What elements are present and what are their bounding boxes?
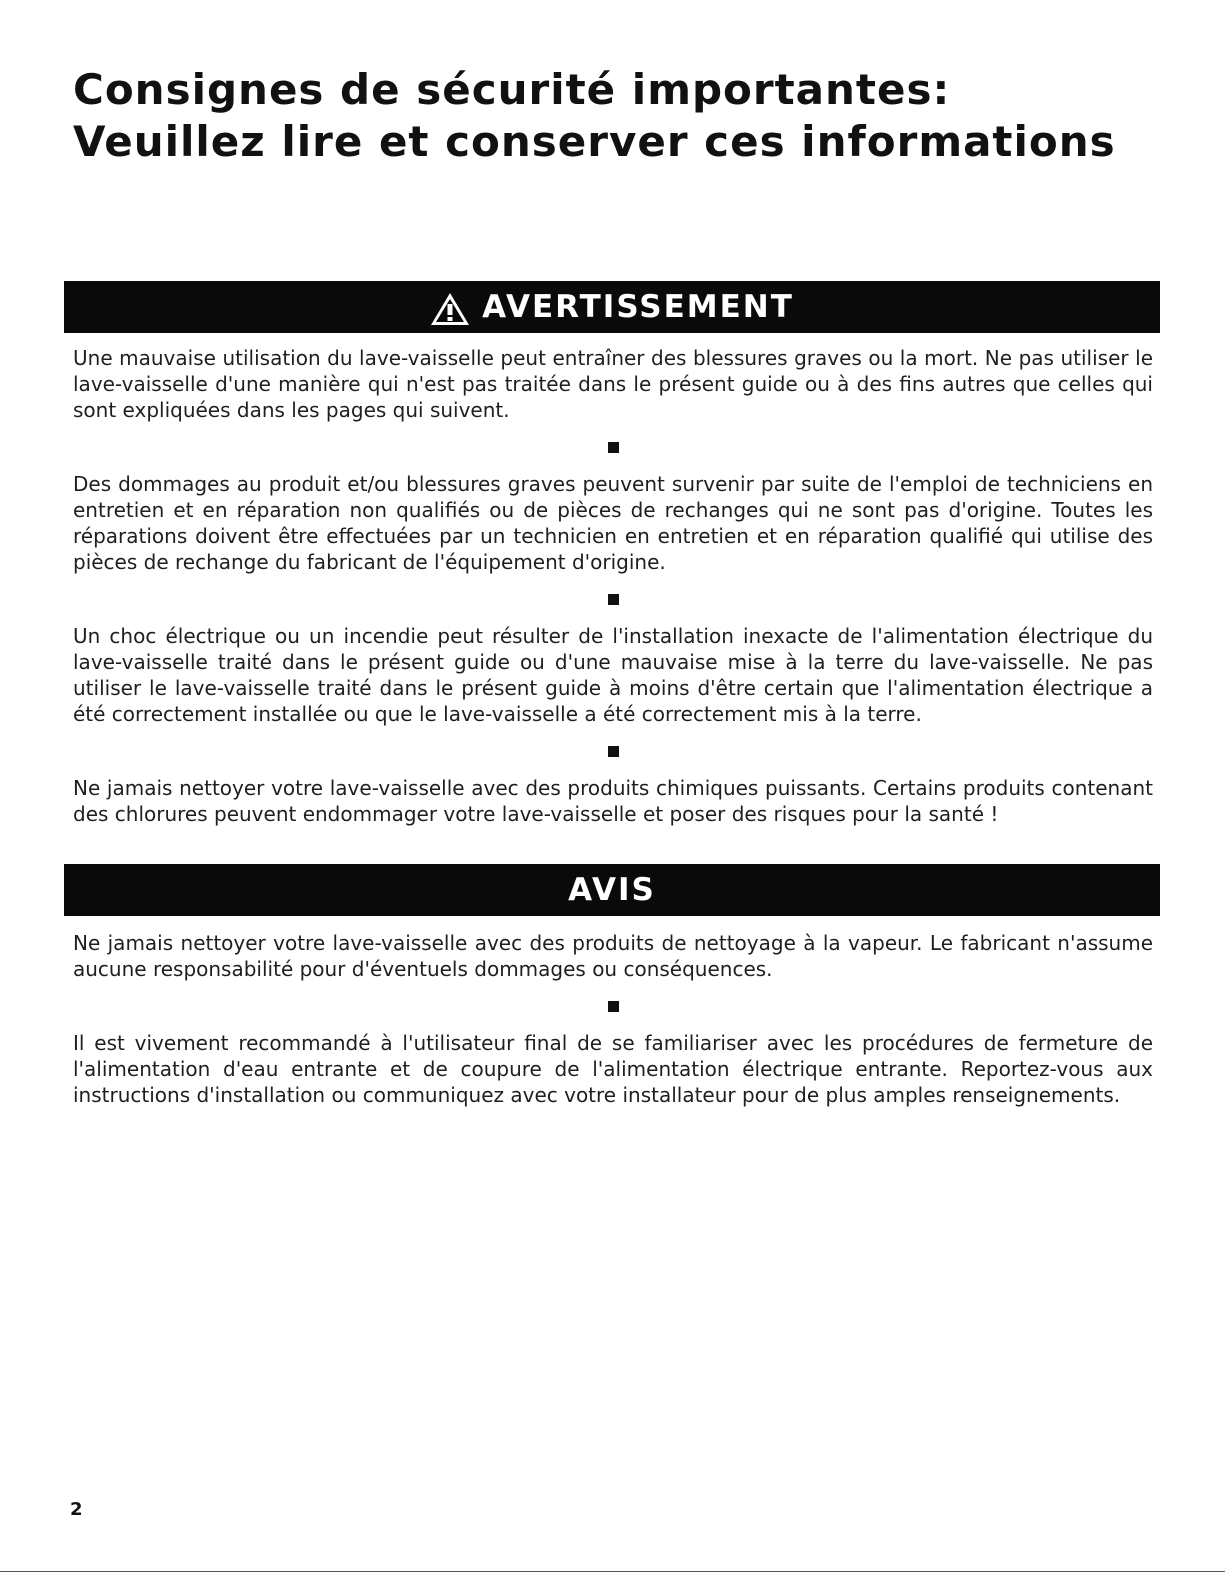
notice-heading: AVIS: [568, 872, 656, 908]
warning-paragraph: Des dommages au produit et/ou blessures graves peuvent survenir par suite de l'emploi de techniciens en entretien et en réparation non qualifiés ou de pièces de rechanges qui ne sont pas d'origine. Toutes les réparations doivent être effectuées par un technicien en entretien et en réparation qualifié qui utilise des pièces de rechange du fabricant de l'équipement d'origine.: [73, 472, 1153, 574]
square-bullet-icon: [608, 442, 619, 453]
notice-paragraph: Ne jamais nettoyer votre lave-vaisselle avec des produits de nettoyage à la vapeur. Le fabricant n'assume aucune responsabilité pour d'éventuels dommages ou conséquences.: [73, 931, 1153, 981]
page-title: Consignes de sécurité importantes: Veuillez lire et conserver ces informations: [73, 65, 1116, 166]
notice-paragraph: Il est vivement recommandé à l'utilisateur final de se familiariser avec les procédures de fermeture de l'alimentation d'eau entrante et de coupure de l'alimentation électrique entrante. Reportez-vous aux instructions d'installation ou communiquez avec votre installateur pour de plus amples renseignements.: [73, 1031, 1153, 1107]
separator: [73, 423, 1153, 471]
warning-paragraph: Ne jamais nettoyer votre lave-vaisselle avec des produits chimiques puissants. Certains produits contenant des chlorures peuvent endommager votre lave-vaisselle et poser des risques pour la santé !: [73, 776, 1153, 826]
warning-triangle-icon: [430, 292, 470, 326]
warning-banner: [64, 281, 1160, 333]
square-bullet-icon: [608, 1001, 619, 1012]
warning-paragraph: Une mauvaise utilisation du lave-vaisselle peut entraîner des blessures graves ou la mort. Ne pas utiliser le lave-vaisselle d'une manière qui n'est pas traitée dans le présent guide ou à des fins autres que celles qui sont expliquées dans les pages qui suivent.: [73, 346, 1153, 422]
notice-section: [73, 930, 1153, 1108]
separator: [73, 727, 1153, 775]
warning-paragraph: Un choc électrique ou un incendie peut résulter de l'installation inexacte de l'alimentation électrique du lave-vaisselle traité dans le présent guide ou d'une mauvaise mise à la terre du lave-vaisselle. Ne pas utiliser le lave-vaisselle traité dans le présent guide à moins d'être certain que l'alimentation électrique a été correctement installée ou que le lave-vaisselle a été correctement mis à la terre.: [73, 624, 1153, 726]
notice-banner: [64, 864, 1160, 916]
warning-heading: AVERTISSEMENT: [482, 289, 794, 325]
bottom-rule: [0, 1571, 1225, 1572]
separator: [73, 575, 1153, 623]
separator: [73, 982, 1153, 1030]
square-bullet-icon: [608, 594, 619, 605]
warning-section: [73, 345, 1153, 827]
square-bullet-icon: [608, 746, 619, 757]
page-number: 2: [70, 1499, 83, 1520]
